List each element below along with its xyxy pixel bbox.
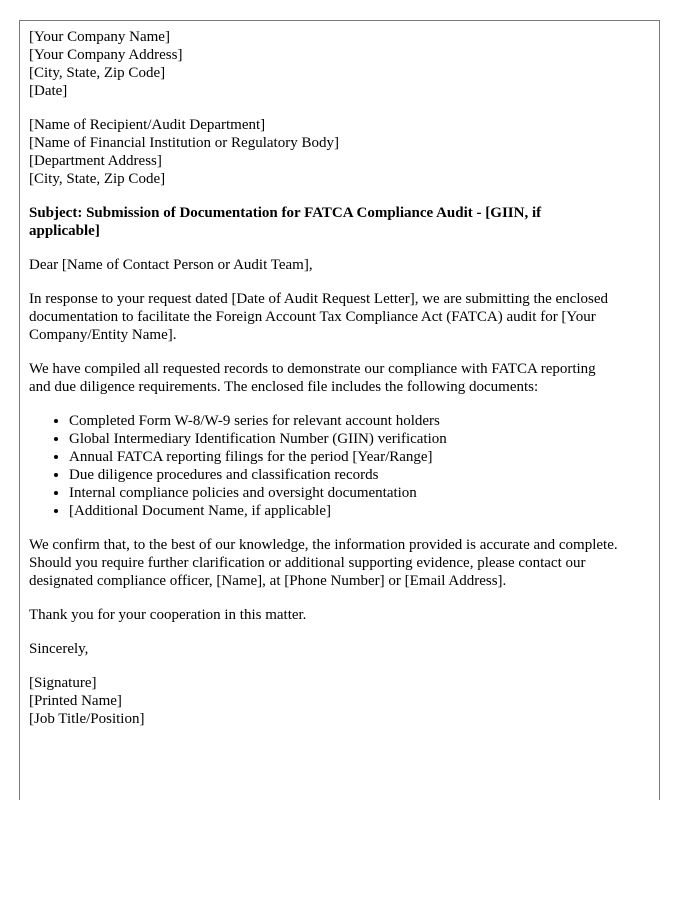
letter-date: [Date] bbox=[29, 83, 68, 99]
sender-company-address: [Your Company Address] bbox=[29, 47, 183, 63]
intro-paragraph: In response to your request dated [Date of Audit Request Letter], we are submitting the enclosed documentation to facilitate the Foreign Account Tax Compliance Act (FATCA) audit for [Your Company/Entity Name]. bbox=[29, 291, 608, 343]
salutation: Dear [Name of Contact Person or Audit Team], bbox=[29, 257, 313, 273]
recipient-department-address: [Department Address] bbox=[29, 153, 162, 169]
letter-body bbox=[29, 28, 619, 744]
printed-name: [Printed Name] bbox=[29, 693, 122, 709]
closing: Sincerely, bbox=[29, 641, 89, 657]
recipient-address-block bbox=[29, 116, 619, 188]
subject-line: Subject: Submission of Documentation for FATCA Compliance Audit - [GIIN, if applicable] bbox=[29, 205, 542, 239]
sender-city-state-zip: [City, State, Zip Code] bbox=[29, 65, 166, 81]
list-item: • Due diligence procedures and classification records bbox=[69, 466, 619, 484]
job-title: [Job Title/Position] bbox=[29, 711, 145, 727]
list-item: • Completed Form W-8/W-9 series for relevant account holders bbox=[69, 412, 619, 430]
list-item: • Global Intermediary Identification Number (GIIN) verification bbox=[69, 430, 619, 448]
thanks-paragraph: Thank you for your cooperation in this matter. bbox=[29, 607, 307, 623]
signature-block bbox=[29, 674, 619, 728]
list-item: • Internal compliance policies and oversight documentation bbox=[69, 484, 619, 502]
records-paragraph: We have compiled all requested records to demonstrate our compliance with FATCA reporting and due diligence requirements. The enclosed file includes the following documents: bbox=[29, 361, 596, 395]
list-item: • Annual FATCA reporting filings for the period [Year/Range] bbox=[69, 448, 619, 466]
recipient-institution: [Name of Financial Institution or Regulatory Body] bbox=[29, 135, 339, 151]
confirmation-paragraph: We confirm that, to the best of our knowledge, the information provided is accurate and complete. Should you require further clarification or additional supporting evidence, please contact our designated compliance officer, [Name], at [Phone Number] or [Email Address]. bbox=[29, 537, 618, 589]
recipient-name: [Name of Recipient/Audit Department] bbox=[29, 117, 266, 133]
list-item: • [Additional Document Name, if applicable] bbox=[69, 502, 619, 520]
signature-placeholder: [Signature] bbox=[29, 675, 97, 691]
sender-company-name: [Your Company Name] bbox=[29, 29, 170, 45]
recipient-city-state-zip: [City, State, Zip Code] bbox=[29, 171, 166, 187]
document-list bbox=[29, 412, 619, 520]
sender-address-block bbox=[29, 28, 619, 100]
